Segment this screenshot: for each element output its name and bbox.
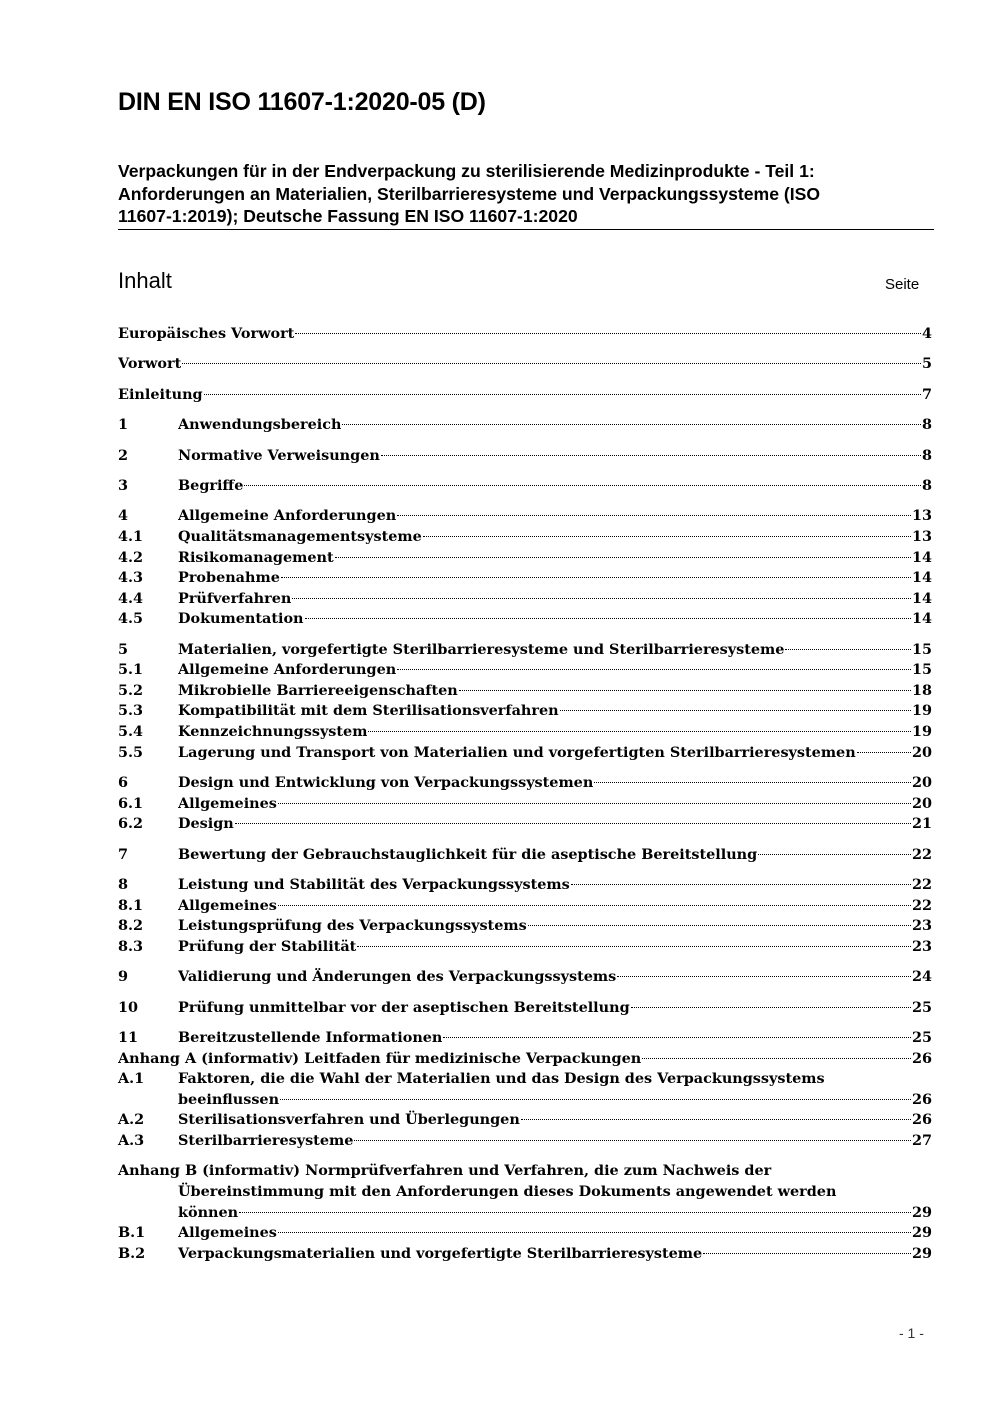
toc-entry-label: Kennzeichnungssystem — [178, 723, 368, 741]
toc-entry[interactable] — [118, 324, 932, 345]
toc-entry-page: 15 — [911, 661, 932, 679]
toc-entry[interactable] — [118, 660, 932, 681]
toc-entry-page: 8 — [921, 416, 932, 434]
toc-entry-label: Bereitzustellende Informationen — [178, 1028, 443, 1046]
toc-entry[interactable] — [118, 743, 932, 764]
toc-entry-page: 15 — [911, 640, 932, 658]
toc-entry-label: Mikrobielle Barriereeigenschaften — [178, 681, 458, 699]
toc-entry-number: B.2 — [118, 1244, 146, 1262]
toc-entry-number: B.1 — [118, 1224, 146, 1242]
toc-entry[interactable] — [118, 1110, 932, 1131]
dot-leader — [785, 649, 911, 650]
dot-leader — [239, 1212, 911, 1213]
table-of-contents — [118, 324, 932, 1264]
toc-entry-number: 11 — [118, 1028, 139, 1046]
toc-entry[interactable] — [118, 1131, 932, 1152]
toc-entry-label: Leistung und Stabilität des Verpackungssystems — [178, 876, 570, 894]
toc-entry-label: Allgemeines — [178, 896, 277, 914]
toc-entry-page: 7 — [921, 385, 932, 403]
toc-entry-label-line: Übereinstimmung mit den Anforderungen dieses Dokuments angewendet werden — [178, 1182, 837, 1200]
toc-entry-label: Design und Entwicklung von Verpackungssystemen — [178, 774, 594, 792]
toc-entry-page: 18 — [911, 681, 932, 699]
toc-entry-number: 8.3 — [118, 937, 144, 955]
toc-entry-page: 29 — [911, 1244, 932, 1262]
toc-entry-label: Prüfverfahren — [178, 589, 292, 607]
toc-entry-number: 2 — [118, 446, 129, 464]
toc-entry-page: 29 — [911, 1203, 932, 1221]
subtitle-line: Anforderungen an Materialien, Sterilbarrieresysteme und Verpackungssysteme (ISO — [118, 183, 821, 204]
toc-entry-page: 27 — [911, 1131, 932, 1149]
toc-entry-number: 4.3 — [118, 569, 144, 587]
toc-entry-label: Sterilbarrieresysteme — [178, 1131, 354, 1149]
toc-entry-page: 26 — [911, 1049, 932, 1067]
footer-page-number: - 1 - — [899, 1325, 924, 1341]
toc-entry-label: Prüfung unmittelbar vor der aseptischen Bereitstellung — [178, 998, 630, 1016]
dot-leader — [305, 618, 911, 619]
toc-entry-page: 13 — [911, 527, 932, 545]
dot-leader — [278, 803, 911, 804]
toc-entry[interactable] — [118, 609, 932, 630]
toc-entry[interactable] — [118, 354, 932, 375]
toc-entry[interactable] — [118, 1069, 932, 1110]
dot-leader — [280, 1099, 911, 1100]
toc-entry[interactable] — [118, 385, 932, 406]
toc-entry-number: 8.2 — [118, 917, 144, 935]
toc-entry-number: 4.4 — [118, 589, 144, 607]
dot-leader — [631, 1007, 911, 1008]
dot-leader — [594, 782, 911, 783]
toc-entry-number: 6.1 — [118, 794, 144, 812]
toc-entry[interactable] — [118, 548, 932, 569]
toc-entry-label: Allgemeines — [178, 1224, 277, 1242]
toc-entry-page: 8 — [921, 476, 932, 494]
toc-entry-number: 5.1 — [118, 661, 144, 679]
toc-entry-label: Bewertung der Gebrauchstauglichkeit für die aseptische Bereitstellung — [178, 845, 758, 863]
dot-leader — [571, 884, 911, 885]
toc-entry[interactable] — [118, 967, 932, 988]
toc-entry[interactable] — [118, 568, 932, 589]
toc-entry-label: Sterilisationsverfahren und Überlegungen — [178, 1111, 520, 1129]
toc-entry-page: 19 — [911, 723, 932, 741]
toc-entry-number: 5.3 — [118, 702, 144, 720]
toc-entry[interactable] — [118, 814, 932, 835]
toc-entry-page: 24 — [911, 968, 932, 986]
toc-entry-page: 26 — [911, 1111, 932, 1129]
toc-heading: Inhalt — [118, 268, 172, 293]
toc-entry[interactable] — [118, 1028, 932, 1049]
toc-entry-number: 5.4 — [118, 723, 144, 741]
toc-entry-number: 3 — [118, 476, 129, 494]
toc-entry[interactable] — [118, 506, 932, 527]
toc-entry-page: 14 — [911, 589, 932, 607]
toc-entry-page: 20 — [911, 774, 932, 792]
subtitle-line: 11607-1:2019); Deutsche Fassung EN ISO 11607-1:2020 — [118, 206, 578, 226]
dot-leader — [560, 710, 911, 711]
dot-leader — [423, 536, 911, 537]
page-column-label: Seite — [885, 276, 920, 293]
dot-leader — [381, 455, 921, 456]
toc-entry-page: 14 — [911, 548, 932, 566]
toc-entry-number: 8.1 — [118, 896, 144, 914]
toc-entry[interactable] — [118, 701, 932, 722]
dot-leader — [235, 823, 911, 824]
toc-entry[interactable] — [118, 794, 932, 815]
toc-entry-number: 8 — [118, 876, 129, 894]
toc-entry-page: 23 — [911, 917, 932, 935]
toc-entry-number: 4.2 — [118, 548, 144, 566]
toc-entry-page: 25 — [911, 998, 932, 1016]
toc-entry-number: 10 — [118, 998, 139, 1016]
toc-entry-label: Verpackungsmaterialien und vorgefertigte Sterilbarrieresysteme — [178, 1244, 703, 1262]
toc-entry-label-line: Faktoren, die die Wahl der Materialien und das Design des Verpackungssystems — [178, 1070, 825, 1088]
toc-entry-label: Europäisches Vorwort — [118, 325, 295, 342]
document-title: DIN EN ISO 11607-1:2020-05 (D) — [118, 88, 486, 116]
dot-leader — [642, 1058, 911, 1059]
toc-entry-page: 19 — [911, 702, 932, 720]
subtitle-line: Verpackungen für in der Endverpackung zu sterilisierende Medizinprodukte - Teil 1: — [118, 161, 815, 181]
toc-entry-label-line: Anhang B (informativ) Normprüfverfahren und Verfahren, die zum Nachweis der — [118, 1162, 772, 1180]
toc-entry-number: 4.5 — [118, 610, 144, 628]
toc-entry-number: 5.5 — [118, 743, 144, 761]
toc-entry[interactable] — [118, 681, 932, 702]
dot-leader — [703, 1253, 911, 1254]
toc-entry-page: 20 — [911, 743, 932, 761]
dot-leader — [459, 690, 911, 691]
toc-entry[interactable] — [118, 589, 932, 610]
dot-leader — [281, 577, 911, 578]
toc-entry[interactable] — [118, 446, 932, 467]
toc-entry-label: können — [178, 1203, 239, 1221]
toc-entry-number: 6.2 — [118, 815, 144, 833]
toc-entry[interactable] — [118, 640, 932, 661]
toc-entry-label: Leistungsprüfung des Verpackungssystems — [178, 917, 527, 935]
dot-leader — [617, 976, 911, 977]
toc-entry-number: A.1 — [118, 1070, 145, 1088]
toc-entry[interactable] — [118, 916, 932, 937]
toc-entry-label: Normative Verweisungen — [178, 446, 380, 464]
toc-entry[interactable] — [118, 415, 932, 436]
toc-entry-number: 7 — [118, 845, 129, 863]
toc-entry-page: 4 — [921, 325, 932, 342]
toc-entry-page: 25 — [911, 1028, 932, 1046]
toc-entry-page: 14 — [911, 610, 932, 628]
dot-leader — [521, 1119, 911, 1120]
toc-entry-label: Allgemeine Anforderungen — [178, 507, 397, 525]
toc-entry-page: 29 — [911, 1224, 932, 1242]
toc-entry-label: Probenahme — [178, 569, 280, 587]
toc-entry-label: Lagerung und Transport von Materialien und vorgefertigten Sterilbarrieresystemen — [178, 743, 856, 761]
toc-entry-label: Qualitätsmanagementsysteme — [178, 527, 422, 545]
toc-entry[interactable] — [118, 1049, 932, 1070]
toc-entry-number: 9 — [118, 968, 129, 986]
toc-entry-label: Anhang A (informativ) Leitfaden für medizinische Verpackungen — [118, 1049, 642, 1067]
toc-entry-page: 22 — [911, 896, 932, 914]
toc-entry-label: beeinflussen — [178, 1090, 280, 1108]
toc-entry-number: 5 — [118, 640, 129, 658]
toc-entry[interactable] — [118, 1244, 932, 1265]
toc-entry-number: A.2 — [118, 1111, 145, 1129]
toc-entry-number: 6 — [118, 774, 129, 792]
document-subtitle — [118, 160, 936, 228]
toc-entry-label: Risikomanagement — [178, 548, 334, 566]
toc-entry-label: Kompatibilität mit dem Sterilisationsverfahren — [178, 702, 559, 720]
dot-leader — [278, 1232, 911, 1233]
toc-entry-page: 22 — [911, 876, 932, 894]
toc-entry-label: Prüfung der Stabilität — [178, 937, 357, 955]
dot-leader — [357, 946, 911, 947]
toc-entry-label: Allgemeine Anforderungen — [178, 661, 397, 679]
toc-entry-label: Allgemeines — [178, 794, 277, 812]
toc-entry-page: 20 — [911, 794, 932, 812]
dot-leader — [204, 394, 921, 395]
dot-leader — [292, 598, 911, 599]
toc-entry[interactable] — [118, 722, 932, 743]
dot-leader — [397, 669, 911, 670]
toc-entry-label: Begriffe — [178, 476, 244, 494]
toc-entry-page: 23 — [911, 937, 932, 955]
toc-entry-label: Design — [178, 815, 234, 833]
toc-entry-label: Vorwort — [118, 355, 182, 373]
toc-entry-page: 14 — [911, 569, 932, 587]
toc-entry-number: 5.2 — [118, 681, 144, 699]
toc-entry-page: 13 — [911, 507, 932, 525]
toc-entry[interactable] — [118, 875, 932, 896]
toc-entry-page: 21 — [911, 815, 932, 833]
title-divider — [118, 229, 934, 230]
dot-leader — [528, 925, 911, 926]
toc-entry[interactable] — [118, 773, 932, 794]
dot-leader — [295, 333, 921, 334]
toc-entry-number: 4.1 — [118, 527, 144, 545]
toc-entry[interactable] — [118, 845, 932, 866]
dot-leader — [335, 557, 911, 558]
toc-entry-number: 4 — [118, 507, 129, 525]
dot-leader — [182, 363, 921, 364]
dot-leader — [857, 752, 911, 753]
toc-entry-page: 5 — [921, 355, 932, 373]
toc-entry-label: Anwendungsbereich — [178, 416, 342, 434]
toc-entry[interactable] — [118, 1161, 932, 1223]
toc-entry-label: Materialien, vorgefertigte Sterilbarrieresysteme und Sterilbarrieresysteme — [178, 640, 785, 658]
dot-leader — [397, 515, 911, 516]
toc-entry-number: A.3 — [118, 1131, 145, 1149]
toc-entry-label: Dokumentation — [178, 610, 304, 628]
dot-leader — [278, 905, 911, 906]
toc-entry-page: 26 — [911, 1090, 932, 1108]
toc-entry[interactable] — [118, 937, 932, 958]
dot-leader — [342, 424, 921, 425]
toc-entry[interactable] — [118, 1223, 932, 1244]
dot-leader — [354, 1140, 911, 1141]
dot-leader — [368, 731, 911, 732]
dot-leader — [443, 1037, 911, 1038]
toc-entry[interactable] — [118, 527, 932, 548]
toc-entry-page: 22 — [911, 845, 932, 863]
dot-leader — [244, 485, 921, 486]
toc-entry[interactable] — [118, 998, 932, 1019]
toc-entry-label: Validierung und Änderungen des Verpackungssystems — [178, 968, 617, 986]
toc-entry-page: 8 — [921, 446, 932, 464]
toc-entry[interactable] — [118, 476, 932, 497]
dot-leader — [758, 854, 911, 855]
toc-entry-label: Einleitung — [118, 385, 203, 403]
toc-entry-number: 1 — [118, 416, 129, 434]
toc-entry[interactable] — [118, 896, 932, 917]
